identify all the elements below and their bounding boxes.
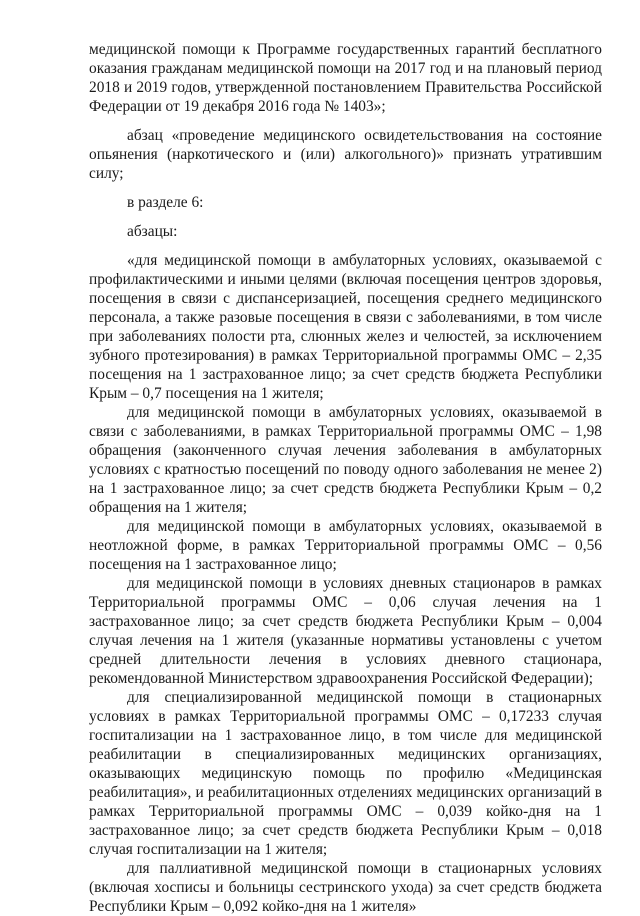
paragraph-outpatient-preventive: «для медицинской помощи в амбулаторных условиях, оказываемой с профилактическими и иными целями (включая посещения центров здоровья, посещения в связи с диспансеризацией, посещения среднего медицинского персонала, а также разовые посещения в связи с заболеваниями, в том числе при заболеваниях полости рта, слюнных желез и челюстей, за исключением зубного протезирования) в рамках Территориальной программы ОМС – 2,35 посещения на 1 застрахованное лицо; за счет средств бюджета Республики Крым – 0,7 посещения на 1 жителя; [89,252,602,402]
paragraph-outpatient-disease: для медицинской помощи в амбулаторных условиях, оказываемой в связи с заболеваниями, в рамках Территориальной программы ОМС – 1,98 обращения (законченного случая лечения заболевания в амбулаторных условиях с кратностью посещений по поводу одного заболевания не менее 2) на 1 застрахованное лицо; за счет средств бюджета Республики Крым – 0,2 обращения на 1 жителя; [89,404,602,516]
paragraph-continuation: медицинской помощи к Программе государственных гарантий бесплатного оказания гражданам медицинской помощи на 2017 год и на плановый период 2018 и 2019 годов, утвержденной постановлением Правительства Российской Федерации от 19 декабря 2016 года № 1403»; [89,41,602,115]
paragraph-outpatient-emergency: для медицинской помощи в амбулаторных условиях, оказываемой в неотложной форме, в рамках Территориальной программы ОМС – 0,56 посещения на 1 застрахованное лицо; [89,518,602,573]
paragraph-day-hospital: для медицинской помощи в условиях дневных стационаров в рамках Территориальной программы ОМС – 0,06 случая лечения на 1 застрахованное лицо; за счет средств бюджета Республики Крым – 0,004 случая лечения на 1 жителя (указанные нормативы установлены с учетом средней длительности лечения в условиях дневного стационара, рекомендованной Министерством здравоохранения Российской Федерации); [89,575,602,687]
paragraph-palliative: для паллиативной медицинской помощи в стационарных условиях (включая хосписы и больницы сестринского ухода) за счет средств бюджета Республики Крым – 0,092 койко-дня на 1 жителя» [89,860,602,915]
paragraph-specialized-inpatient: для специализированной медицинской помощи в стационарных условиях в рамках Территориальной программы ОМС – 0,17233 случая госпитализации на 1 застрахованное лицо, в том числе для медицинской реабилитации в специализированных медицинских организациях, оказывающих медицинскую помощь по профилю «Медицинская реабилитация», и реабилитационных отделениях медицинских организаций в рамках Территориальной программы ОМС – 0,039 койко-дня на 1 застрахованное лицо; за счет средств бюджета Республики Крым – 0,018 случая госпитализации на 1 жителя; [89,689,602,858]
paragraph-abzatsy: абзацы: [127,223,178,240]
paragraph-section-6: в разделе 6: [127,194,204,211]
paragraph-repeal-clause: абзац «проведение медицинского освидетельствования на состояние опьянения (наркотического и (или) алкогольного)» признать утратившим силу; [89,127,602,182]
document-body [89,40,602,916]
